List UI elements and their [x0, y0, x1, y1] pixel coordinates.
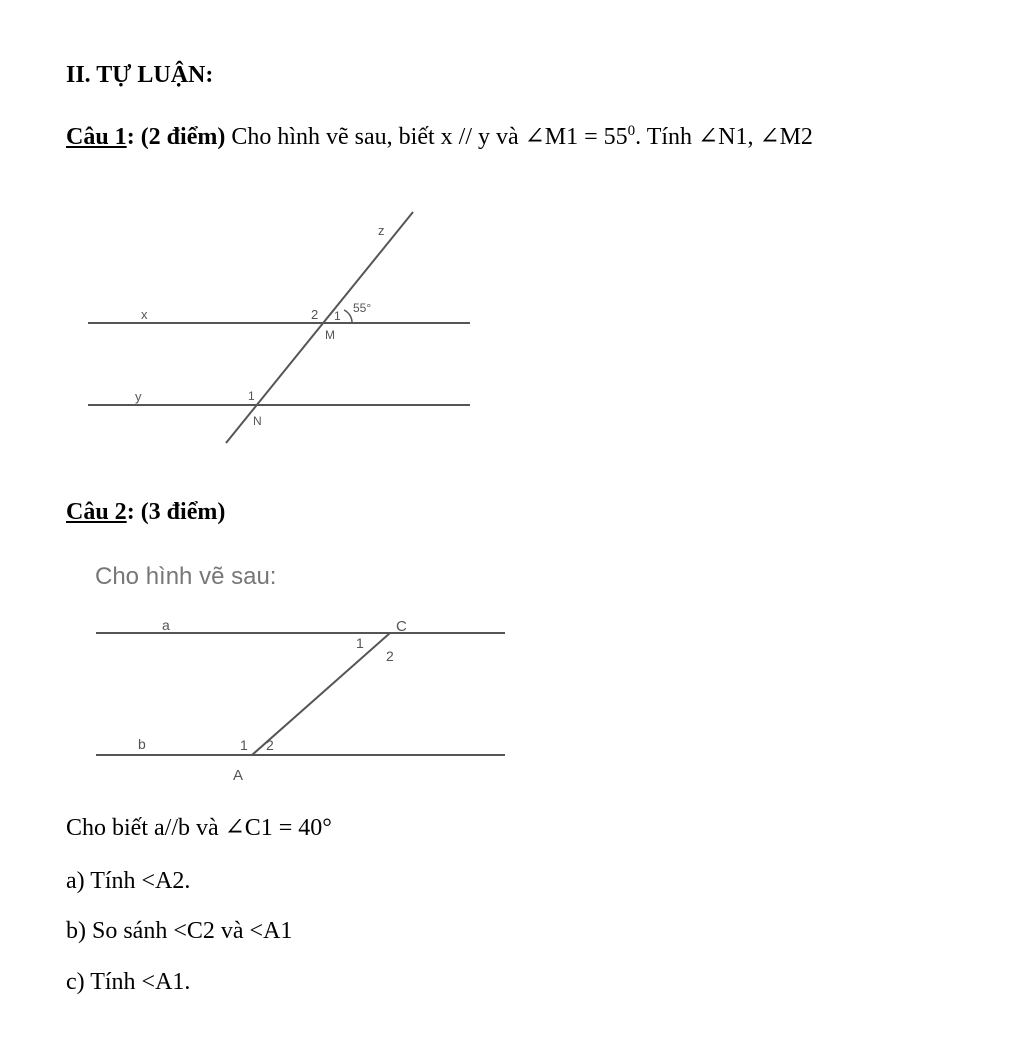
- question-2-part-c: c) Tính <A1.: [66, 969, 191, 995]
- label-point-a: A: [233, 767, 244, 784]
- label-z: z: [378, 223, 385, 238]
- label-angle-a1: 1: [240, 737, 248, 753]
- question-2-label: Câu 2: [66, 499, 127, 525]
- angle-arc-m1: [344, 310, 352, 323]
- figure-1-parallel-lines: [80, 200, 480, 450]
- label-angle-n1: 1: [248, 389, 255, 403]
- line-z-transversal: [226, 212, 413, 443]
- question-1-colon: :: [126, 124, 135, 150]
- label-line-b: b: [138, 736, 146, 752]
- label-point-c: C: [396, 618, 407, 635]
- question-1-label: Câu 1: [66, 124, 127, 150]
- question-2-prompt: [66, 497, 225, 527]
- label-angle-m2: 2: [311, 307, 319, 322]
- question-1-text-end: . Tính ∠N1, ∠M2: [635, 124, 813, 150]
- figure-1-svg: [80, 200, 480, 450]
- label-angle-c2: 2: [386, 648, 394, 664]
- label-point-n: N: [253, 414, 262, 428]
- label-angle-m1: 1: [334, 309, 341, 323]
- label-angle-c1: 1: [356, 635, 364, 651]
- question-2-points: (3 điểm): [140, 499, 226, 525]
- figure-2-parallel-lines: [90, 610, 510, 795]
- label-angle-a2: 2: [266, 737, 274, 753]
- question-1-prompt: [66, 122, 813, 152]
- question-2-part-b: b) So sánh <C2 và <A1: [66, 918, 293, 944]
- label-line-a: a: [162, 617, 170, 633]
- question-2-caption: Cho hình vẽ sau:: [95, 563, 277, 590]
- section-title: II. TỰ LUẬN:: [66, 62, 214, 88]
- label-angle-55: 55°: [353, 301, 372, 315]
- question-2-part-a: a) Tính <A2.: [66, 868, 191, 894]
- label-x: x: [141, 307, 148, 322]
- figure-2-svg: [90, 610, 510, 795]
- label-point-m: M: [325, 328, 335, 342]
- question-2-colon: :: [126, 499, 135, 525]
- question-1-points: (2 điểm): [140, 124, 226, 150]
- degree-superscript: 0: [627, 123, 636, 139]
- label-y: y: [135, 389, 142, 404]
- question-1-text: Cho hình vẽ sau, biết x // y và ∠M1 = 55: [225, 124, 628, 150]
- question-2-given: Cho biết a//b và ∠C1 = 40°: [66, 815, 332, 841]
